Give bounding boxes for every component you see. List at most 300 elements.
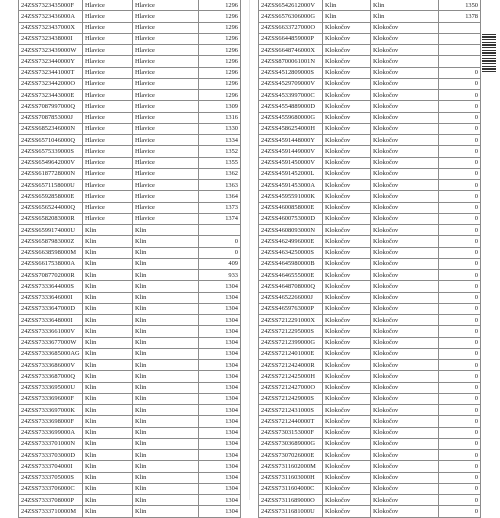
value-cell: 0 <box>439 213 481 224</box>
location-cell: Klokočov <box>323 247 371 258</box>
location-cell: Klokočov <box>323 168 371 179</box>
value-cell: 1304 <box>199 348 241 359</box>
value-cell <box>439 56 481 67</box>
code-cell: 24ZSS7212295000S <box>259 326 323 337</box>
code-cell: 24ZSS7212440000T <box>259 416 323 427</box>
value-cell: 1316 <box>199 112 241 123</box>
value-cell: 1304 <box>199 438 241 449</box>
code-cell: 24ZSS7333703000D <box>19 450 83 461</box>
name-cell: Klin <box>133 292 199 303</box>
name-cell: Klokočov <box>371 225 439 236</box>
name-cell: Hlavice <box>133 45 199 56</box>
name-cell: Klokočov <box>371 405 439 416</box>
code-cell: 24ZSS6852346000N <box>19 123 83 134</box>
name-cell: Hlavice <box>133 22 199 33</box>
location-cell: Hlavice <box>83 112 133 123</box>
code-cell: 24ZSS7323439000W <box>19 45 83 56</box>
value-cell: 0 <box>439 146 481 157</box>
value-cell: 0 <box>439 495 481 506</box>
name-cell: Klokočov <box>371 157 439 168</box>
value-cell: 1334 <box>199 135 241 146</box>
location-cell: Klokočov <box>323 281 371 292</box>
code-cell: 24ZSS4512809000S <box>259 67 323 78</box>
name-cell: Klokočov <box>371 112 439 123</box>
code-cell: 24ZSS4533997000C <box>259 90 323 101</box>
name-cell: Klokočov <box>371 416 439 427</box>
code-cell: 24ZSS7333646000I <box>19 292 83 303</box>
value-cell: 0 <box>439 382 481 393</box>
page-fold-line <box>249 0 250 500</box>
table-row <box>19 360 241 371</box>
name-cell: Hlavice <box>133 191 199 202</box>
value-cell: 1304 <box>199 281 241 292</box>
table-row <box>259 427 481 438</box>
table-row <box>259 112 481 123</box>
table-row <box>259 168 481 179</box>
code-cell: 24ZSS7212401000E <box>259 348 323 359</box>
code-cell: 24ZSS7087997000Q <box>19 101 83 112</box>
code-cell: 24ZSS7333710000M <box>19 506 83 517</box>
location-cell: Klokočov <box>323 112 371 123</box>
code-cell: 24ZSS7333704000I <box>19 461 83 472</box>
code-cell: 24ZSS7333701000N <box>19 438 83 449</box>
table-row <box>19 191 241 202</box>
value-cell: 1304 <box>199 427 241 438</box>
table-row <box>19 292 241 303</box>
value-cell: 0 <box>199 236 241 247</box>
location-cell: Klin <box>83 315 133 326</box>
table-row <box>19 495 241 506</box>
code-cell: 24ZSS6576306000G <box>259 11 323 22</box>
table-row <box>19 146 241 157</box>
code-cell: 24ZSS7323437000X <box>19 22 83 33</box>
name-cell: Hlavice <box>133 168 199 179</box>
table-row <box>259 360 481 371</box>
code-cell: 24ZSS4559680000G <box>259 112 323 123</box>
name-cell: Hlavice <box>133 78 199 89</box>
location-cell: Klin <box>83 236 133 247</box>
table-row <box>19 303 241 314</box>
location-cell: Klokočov <box>323 371 371 382</box>
value-cell: 1373 <box>199 202 241 213</box>
name-cell: Klokočov <box>371 168 439 179</box>
table-row <box>259 202 481 213</box>
location-cell: Klokočov <box>323 483 371 494</box>
name-cell: Klokočov <box>371 326 439 337</box>
name-cell: Klin <box>133 427 199 438</box>
location-cell: Klokočov <box>323 123 371 134</box>
location-cell: Klokočov <box>323 393 371 404</box>
table-row <box>259 393 481 404</box>
location-cell: Klokočov <box>323 56 371 67</box>
name-cell: Klokočov <box>371 146 439 157</box>
location-cell: Hlavice <box>83 90 133 101</box>
name-cell: Klin <box>133 337 199 348</box>
location-cell: Klokočov <box>323 472 371 483</box>
name-cell: Klokočov <box>371 427 439 438</box>
location-cell: Klokočov <box>323 213 371 224</box>
location-cell: Hlavice <box>83 123 133 134</box>
code-cell: 24ZSS4591452000L <box>259 168 323 179</box>
value-cell: 1296 <box>199 67 241 78</box>
table-row <box>19 371 241 382</box>
name-cell: Hlavice <box>133 112 199 123</box>
value-cell: 0 <box>439 202 481 213</box>
location-cell: Klokočov <box>323 461 371 472</box>
name-cell: Hlavice <box>133 0 199 11</box>
name-cell: Klokočov <box>371 180 439 191</box>
location-cell: Klokočov <box>323 33 371 44</box>
table-row <box>259 483 481 494</box>
name-cell: Klokočov <box>371 56 439 67</box>
location-cell: Klin <box>83 427 133 438</box>
value-cell: 0 <box>439 326 481 337</box>
name-cell: Klokočov <box>371 123 439 134</box>
location-cell: Klokočov <box>323 360 371 371</box>
value-cell: 1296 <box>199 56 241 67</box>
value-cell: 1304 <box>199 292 241 303</box>
table-row <box>19 56 241 67</box>
location-cell: Hlavice <box>83 56 133 67</box>
location-cell: Klokočov <box>323 101 371 112</box>
name-cell: Hlavice <box>133 67 199 78</box>
table-row <box>19 348 241 359</box>
table-row <box>19 45 241 56</box>
name-cell: Klokočov <box>371 45 439 56</box>
name-cell: Klin <box>133 247 199 258</box>
table-row <box>19 157 241 168</box>
code-cell: 24ZSS6592858000E <box>19 191 83 202</box>
table-row <box>19 258 241 269</box>
location-cell: Klokočov <box>323 258 371 269</box>
name-cell: Klin <box>133 236 199 247</box>
code-cell: 24ZSS4591450000V <box>259 157 323 168</box>
value-cell: 1296 <box>199 0 241 11</box>
name-cell: Klokočov <box>371 337 439 348</box>
value-cell: 409 <box>199 258 241 269</box>
location-cell: Klin <box>83 225 133 236</box>
value-cell: 0 <box>439 78 481 89</box>
value-cell: 0 <box>439 416 481 427</box>
table-row <box>19 506 241 517</box>
code-cell: 24ZSS6575339000S <box>19 146 83 157</box>
value-cell: 0 <box>199 247 241 258</box>
code-cell: 24ZSS7307026000E <box>259 450 323 461</box>
location-cell: Klin <box>83 281 133 292</box>
name-cell: Hlavice <box>133 11 199 22</box>
name-cell: Klin <box>133 315 199 326</box>
code-cell: 24ZSS6638598000M <box>19 247 83 258</box>
location-cell: Hlavice <box>83 146 133 157</box>
table-row <box>19 483 241 494</box>
location-cell: Klin <box>83 371 133 382</box>
name-cell: Klin <box>133 506 199 517</box>
code-cell: 24ZSS6648746000X <box>259 45 323 56</box>
table-row <box>259 438 481 449</box>
code-cell: 24ZSS4646555000E <box>259 270 323 281</box>
table-row <box>19 472 241 483</box>
code-cell: 24ZSS7087702000R <box>19 270 83 281</box>
value-cell: 1352 <box>199 146 241 157</box>
name-cell: Klin <box>133 461 199 472</box>
table-row <box>19 337 241 348</box>
table-row <box>259 90 481 101</box>
value-cell: 1355 <box>199 157 241 168</box>
table-row <box>19 11 241 22</box>
location-cell: Klokočov <box>323 438 371 449</box>
name-cell: Klokočov <box>371 202 439 213</box>
location-cell: Klokočov <box>323 225 371 236</box>
value-cell: 0 <box>439 67 481 78</box>
value-cell: 0 <box>439 337 481 348</box>
table-row <box>259 191 481 202</box>
name-cell: Klin <box>133 360 199 371</box>
code-cell: 24ZSS7323442000O <box>19 78 83 89</box>
table-row <box>259 56 481 67</box>
location-cell: Klin <box>83 483 133 494</box>
location-cell: Hlavice <box>83 191 133 202</box>
table-row <box>19 247 241 258</box>
table-row <box>259 11 481 22</box>
code-cell: 24ZSS7333677000W <box>19 337 83 348</box>
location-cell: Klokočov <box>323 78 371 89</box>
location-cell: Klokočov <box>323 348 371 359</box>
location-cell: Klokočov <box>323 416 371 427</box>
name-cell: Klokočov <box>371 270 439 281</box>
location-cell: Klokočov <box>323 146 371 157</box>
name-cell: Hlavice <box>133 33 199 44</box>
barcode <box>482 34 496 72</box>
name-cell: Klokočov <box>371 292 439 303</box>
code-cell: 24ZSS7333687000Q <box>19 371 83 382</box>
table-row <box>19 101 241 112</box>
location-cell: Klokočov <box>323 157 371 168</box>
code-cell: 24ZSS7303689000G <box>259 438 323 449</box>
value-cell: 0 <box>439 135 481 146</box>
location-cell: Hlavice <box>83 213 133 224</box>
code-cell: 24ZSS6582083000R <box>19 213 83 224</box>
value-cell: 1364 <box>199 191 241 202</box>
value-cell: 1296 <box>199 22 241 33</box>
table-row <box>19 22 241 33</box>
value-cell: 1309 <box>199 101 241 112</box>
name-cell: Hlavice <box>133 202 199 213</box>
code-cell: 24ZSS4634250000S <box>259 247 323 258</box>
code-cell: 24ZSS7333698000F <box>19 416 83 427</box>
code-cell: 24ZSS7333705000S <box>19 472 83 483</box>
name-cell: Klin <box>133 326 199 337</box>
code-cell: 24ZSS6571046000Q <box>19 135 83 146</box>
name-cell: Klokočov <box>371 247 439 258</box>
name-cell: Hlavice <box>133 213 199 224</box>
table-row <box>259 495 481 506</box>
code-cell: 24ZSS6644859000P <box>259 33 323 44</box>
table-row <box>259 33 481 44</box>
name-cell: Klin <box>133 258 199 269</box>
value-cell: 0 <box>439 191 481 202</box>
table-row <box>19 112 241 123</box>
name-cell: Klokočov <box>371 258 439 269</box>
name-cell: Klokočov <box>371 191 439 202</box>
code-cell: 24ZSS4586254000H <box>259 123 323 134</box>
name-cell: Klokočov <box>371 303 439 314</box>
name-cell: Klin <box>133 382 199 393</box>
value-cell: 933 <box>199 270 241 281</box>
table-row <box>259 450 481 461</box>
value-cell: 0 <box>439 450 481 461</box>
code-cell: 24ZSS6633727000O <box>259 22 323 33</box>
location-cell: Hlavice <box>83 33 133 44</box>
name-cell: Klokočov <box>371 315 439 326</box>
value-cell: 0 <box>439 236 481 247</box>
location-cell: Klokočov <box>323 303 371 314</box>
value-cell: 0 <box>439 168 481 179</box>
name-cell: Klin <box>133 438 199 449</box>
location-cell: Hlavice <box>83 22 133 33</box>
code-cell: 24ZSS7212425000H <box>259 371 323 382</box>
name-cell: Klokočov <box>371 371 439 382</box>
location-cell: Klin <box>83 337 133 348</box>
table-row <box>259 461 481 472</box>
table-row <box>19 270 241 281</box>
value-cell: 0 <box>439 270 481 281</box>
name-cell: Klokočov <box>371 348 439 359</box>
name-cell: Hlavice <box>133 101 199 112</box>
value-cell: 0 <box>439 461 481 472</box>
code-cell: 24ZSS7333696000F <box>19 393 83 404</box>
location-cell: Klokočov <box>323 45 371 56</box>
location-cell: Klin <box>83 416 133 427</box>
name-cell: Klokočov <box>371 33 439 44</box>
code-cell: 24ZSS4554889000D <box>259 101 323 112</box>
value-cell: 1363 <box>199 180 241 191</box>
location-cell: Hlavice <box>83 168 133 179</box>
table-row <box>19 393 241 404</box>
location-cell: Hlavice <box>83 78 133 89</box>
value-cell: 0 <box>439 348 481 359</box>
name-cell: Klokočov <box>371 213 439 224</box>
name-cell: Klin <box>133 270 199 281</box>
code-cell: 24ZSS4591449000V <box>259 146 323 157</box>
value-cell <box>199 225 241 236</box>
location-cell: Klokočov <box>323 180 371 191</box>
code-cell: 24ZSS7212291000X <box>259 315 323 326</box>
location-cell: Hlavice <box>83 0 133 11</box>
table-row <box>259 405 481 416</box>
value-cell: 0 <box>439 371 481 382</box>
table-row <box>19 315 241 326</box>
value-cell: 1296 <box>199 11 241 22</box>
name-cell: Klin <box>133 405 199 416</box>
table-row <box>19 225 241 236</box>
table-row <box>259 292 481 303</box>
location-cell: Klokočov <box>323 22 371 33</box>
table-row <box>259 123 481 134</box>
name-cell: Klin <box>133 303 199 314</box>
value-cell: 0 <box>439 123 481 134</box>
location-cell: Klokočov <box>323 315 371 326</box>
value-cell: 0 <box>439 506 481 517</box>
location-cell: Klokočov <box>323 506 371 517</box>
code-cell: 24ZSS6187728000N <box>19 168 83 179</box>
table-row <box>259 472 481 483</box>
name-cell: Klokočov <box>371 438 439 449</box>
table-row <box>259 258 481 269</box>
name-cell: Klokočov <box>371 472 439 483</box>
table-row <box>259 326 481 337</box>
value-cell: 1378 <box>439 11 481 22</box>
name-cell: Klin <box>133 371 199 382</box>
name-cell: Klin <box>133 348 199 359</box>
name-cell: Klokočov <box>371 22 439 33</box>
location-cell: Klin <box>83 247 133 258</box>
name-cell: Hlavice <box>133 180 199 191</box>
name-cell: Klin <box>133 416 199 427</box>
value-cell: 1304 <box>199 315 241 326</box>
code-cell: 24ZSS4645980000B <box>259 258 323 269</box>
location-cell: Klokočov <box>323 90 371 101</box>
location-cell: Hlavice <box>83 157 133 168</box>
code-cell: 24ZSS7323438000I <box>19 33 83 44</box>
location-cell: Klokočov <box>323 202 371 213</box>
code-cell: 24ZSS4600753000D <box>259 213 323 224</box>
value-cell: 1304 <box>199 360 241 371</box>
code-cell: 24ZSS7311603000H <box>259 472 323 483</box>
name-cell: Hlavice <box>133 90 199 101</box>
value-cell: 1296 <box>199 33 241 44</box>
table-row <box>19 382 241 393</box>
name-cell: Klokočov <box>371 360 439 371</box>
location-cell: Klin <box>83 258 133 269</box>
name-cell: Klin <box>133 450 199 461</box>
value-cell: 0 <box>439 112 481 123</box>
value-cell: 1304 <box>199 495 241 506</box>
value-cell: 0 <box>439 157 481 168</box>
value-cell: 0 <box>439 483 481 494</box>
code-cell: 24ZSS7333708000P <box>19 495 83 506</box>
name-cell: Klokočov <box>371 393 439 404</box>
value-cell: 1362 <box>199 168 241 179</box>
table-row <box>19 236 241 247</box>
code-cell: 24ZSS4648708000Q <box>259 281 323 292</box>
code-cell: 24ZSS7311681000U <box>259 506 323 517</box>
table-row <box>19 0 241 11</box>
table-row <box>19 78 241 89</box>
table-row <box>19 33 241 44</box>
location-cell: Hlavice <box>83 45 133 56</box>
location-cell: Klokočov <box>323 67 371 78</box>
value-cell: 1304 <box>199 405 241 416</box>
table-row <box>259 303 481 314</box>
code-cell: 24ZSS7323440000Y <box>19 56 83 67</box>
name-cell: Klin <box>133 472 199 483</box>
code-cell: 24ZSS7303153000F <box>259 427 323 438</box>
code-cell: 24ZSS6565244000Q <box>19 202 83 213</box>
value-cell: 0 <box>439 258 481 269</box>
location-cell: Klin <box>83 326 133 337</box>
location-cell: Klin <box>83 292 133 303</box>
name-cell: Klokočov <box>371 483 439 494</box>
value-cell: 1330 <box>199 123 241 134</box>
location-cell: Hlavice <box>83 67 133 78</box>
table-row <box>19 135 241 146</box>
value-cell: 1304 <box>199 506 241 517</box>
value-cell: 1304 <box>199 472 241 483</box>
value-cell: 0 <box>439 405 481 416</box>
table-row <box>259 180 481 191</box>
code-cell: 24ZSS4595591000K <box>259 191 323 202</box>
value-cell: 1304 <box>199 303 241 314</box>
